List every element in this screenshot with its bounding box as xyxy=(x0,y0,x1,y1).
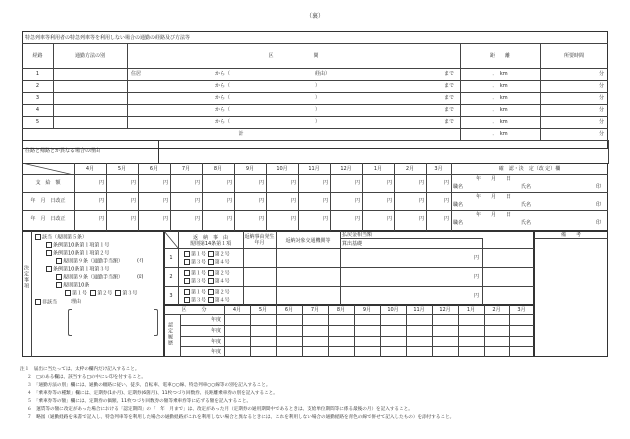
from-label: から（ xyxy=(215,119,231,125)
yen-cell[interactable]: 円 xyxy=(354,216,360,222)
km-field[interactable]: ． km xyxy=(492,107,508,113)
row-no: 1 xyxy=(35,71,40,77)
note-item: ２ □のある欄は、該当する□の中にレ印を付すること。 xyxy=(27,375,146,380)
opt: 第４号 xyxy=(214,278,230,285)
return-reason-options xyxy=(184,270,230,277)
col-return-reason: 返 納 事 由 xyxy=(192,235,228,241)
yen-cell[interactable]: 円 xyxy=(354,198,360,204)
col-return-period: 返納対象交通機関等 xyxy=(285,238,331,244)
col-return-date: 返納事由発生年月 xyxy=(244,234,275,246)
decision-item[interactable] xyxy=(46,250,109,257)
route-table-title: 特急列車等利用者の特急列車等を利用しない場合の通勤の経路及び方法等 xyxy=(25,35,191,41)
confirm-name: 氏名 xyxy=(521,202,532,208)
km-field[interactable]: ． km xyxy=(492,95,508,101)
reason-label: 往路と帰路とが異なる場合の理由 xyxy=(25,148,101,154)
to-label: まで xyxy=(444,71,455,77)
from-label: から（ xyxy=(215,107,231,113)
month-header: 3月 xyxy=(434,166,443,172)
yen-cell[interactable]: 円 xyxy=(162,198,168,204)
month-header: 12月 xyxy=(439,307,451,313)
month-header: 3月 xyxy=(517,307,526,313)
checkbox[interactable] xyxy=(35,234,41,240)
note-item: ５ 「乗車券等の額」欄には、定期券の価額、11枚つづり回数券の額等乗車券等に応ずる額を記入すること。 xyxy=(27,399,252,404)
fiscal-year-cell[interactable]: 年度 xyxy=(210,349,221,355)
confirm-seal: 印 xyxy=(596,220,602,226)
remarks-label: 備 考 xyxy=(560,232,581,238)
yen-cell[interactable]: 円 xyxy=(418,216,424,222)
total-min[interactable]: 分 xyxy=(598,131,604,137)
decision-item[interactable] xyxy=(46,242,109,249)
yen-cell[interactable]: 円 xyxy=(354,180,360,186)
yen-cell[interactable]: 円 xyxy=(98,180,104,186)
diagonal-line xyxy=(164,231,178,248)
decision-side-label: 決定事項 xyxy=(23,265,29,289)
yen-cell[interactable]: 円 xyxy=(130,180,136,186)
from-prefix: 住居 xyxy=(131,71,142,77)
min-field[interactable]: 分 xyxy=(598,95,604,101)
return-reason-options xyxy=(184,289,230,296)
min-field[interactable]: 分 xyxy=(598,71,604,77)
note-item: ６ 運賃等の額に改定があった場合における「認定期間」の「 年 月まで」は、改定があった月（定期券の通用期間中であるときは、支給単位期間等に係る最後の月）を記入すること。 xyxy=(27,407,413,412)
yen-cell[interactable]: 円 xyxy=(258,180,264,186)
item-text: 該当（規則第５条） xyxy=(42,234,88,241)
month-header: 9月 xyxy=(362,307,372,313)
row-label-revision: 年 月 日改正 xyxy=(30,216,66,222)
remarks-box[interactable] xyxy=(534,231,608,357)
checkbox[interactable] xyxy=(184,270,190,276)
month-header: 1月 xyxy=(373,166,383,172)
confirm-name: 氏名 xyxy=(521,184,532,190)
row-no: 4 xyxy=(35,107,40,113)
checkbox[interactable] xyxy=(46,242,52,248)
decision-item[interactable] xyxy=(46,266,109,273)
yen-cell[interactable]: 円 xyxy=(194,180,200,186)
confirm-seal: 印 xyxy=(596,202,602,208)
col-distance: 距 離 xyxy=(489,53,510,59)
yen-cell[interactable]: 円 xyxy=(386,198,392,204)
yen-cell[interactable]: 円 xyxy=(258,198,264,204)
opt: 第２号 xyxy=(214,270,230,277)
yen-cell[interactable]: 円 xyxy=(226,198,232,204)
item-suffix: (ｲ) xyxy=(137,258,144,264)
opt: 第３号 xyxy=(191,297,207,304)
return-amount[interactable]: 円 xyxy=(473,255,479,261)
month-header: 6月 xyxy=(284,307,294,313)
opt: 第１号 xyxy=(191,270,207,277)
checkbox[interactable] xyxy=(184,278,190,284)
col-return-reason-sub: 規則第14条第１項 xyxy=(189,241,232,247)
col-section: 区 間 xyxy=(268,53,319,59)
to-label: まで xyxy=(444,83,455,89)
item-text: 非該当 xyxy=(42,299,58,306)
yen-cell[interactable]: 円 xyxy=(443,198,449,204)
fiscal-year-cell[interactable]: 年度 xyxy=(210,328,221,334)
checkbox[interactable] xyxy=(65,290,71,296)
yen-cell[interactable]: 円 xyxy=(322,216,328,222)
decision-subitems xyxy=(65,290,137,297)
month-header: 8月 xyxy=(213,166,223,172)
month-header: 2月 xyxy=(492,307,501,313)
month-header: 7月 xyxy=(181,166,191,172)
confirm-name: 氏名 xyxy=(521,220,532,226)
reason-bracket-right xyxy=(154,309,158,336)
item-text: 条例第10条第１項第１号 xyxy=(53,242,110,249)
opt: 第２号 xyxy=(214,289,230,296)
month-header: 6月 xyxy=(149,166,159,172)
month-header: 10月 xyxy=(276,166,288,172)
checkbox[interactable] xyxy=(208,278,214,284)
from-label: から（ xyxy=(215,71,231,77)
reason-bracket-left xyxy=(68,309,72,336)
not-applicable-item[interactable] xyxy=(35,299,57,306)
checkbox[interactable] xyxy=(46,250,52,256)
col-return-amount: 払戻金相当額 xyxy=(342,232,373,238)
return-reason-options xyxy=(184,297,230,304)
yen-cell[interactable]: 円 xyxy=(418,180,424,186)
opt: 第３号 xyxy=(191,278,207,285)
decision-item[interactable] xyxy=(35,234,87,241)
opt: 第４号 xyxy=(214,297,230,304)
item-text: 規則第９条（通勤手当額） xyxy=(63,258,124,265)
fiscal-year-cell[interactable]: 年度 xyxy=(210,317,221,323)
via-label: ） xyxy=(315,119,321,125)
min-field[interactable]: 分 xyxy=(598,83,604,89)
return-reason-options xyxy=(184,251,230,258)
from-label: から（ xyxy=(215,95,231,101)
yen-cell[interactable]: 円 xyxy=(322,198,328,204)
item-text: 条例第10条第１項第３号 xyxy=(53,266,110,273)
checkbox[interactable] xyxy=(208,270,214,276)
note-item: ３ 「通勤方法の別」欄には、通勤の順路に従い、徒歩、自転車、電車○○線、特急列車○○線等の別を記入すること。 xyxy=(27,383,271,388)
yen-cell[interactable]: 円 xyxy=(98,216,104,222)
to-label: まで xyxy=(444,107,455,113)
via-label: ） xyxy=(315,83,321,89)
note-item: 注１ 届出に当たっては、太枠の欄内だけ記入すること。 xyxy=(20,367,140,372)
yen-cell[interactable]: 円 xyxy=(258,216,264,222)
yen-cell[interactable]: 円 xyxy=(194,216,200,222)
return-amount[interactable]: 円 xyxy=(473,274,479,280)
via-label: ） xyxy=(315,95,321,101)
month-header: 1月 xyxy=(466,307,476,313)
confirm-date[interactable]: 年 月 日 xyxy=(476,176,512,182)
yen-cell[interactable]: 円 xyxy=(386,180,392,186)
return-reason-options xyxy=(184,259,230,266)
month-header: 4月 xyxy=(232,307,242,313)
checkbox[interactable] xyxy=(56,258,62,264)
confirm-post: 職名 xyxy=(453,184,464,190)
total-km[interactable]: ． km xyxy=(492,131,508,137)
return-reason-options xyxy=(184,278,230,285)
confirm-post: 職名 xyxy=(453,220,464,226)
history-section-label: 区 分 xyxy=(181,307,207,313)
checkbox[interactable] xyxy=(208,259,214,265)
col-time: 所要時間 xyxy=(563,53,584,59)
month-header: 9月 xyxy=(245,166,255,172)
month-header: 11月 xyxy=(308,166,320,172)
row-no: 3 xyxy=(35,95,40,101)
yen-cell[interactable]: 円 xyxy=(322,180,328,186)
checkbox[interactable] xyxy=(208,289,214,295)
checkbox[interactable] xyxy=(115,290,121,296)
row-no: 2 xyxy=(169,274,173,280)
note-item: ７ 略図（通勤経路を朱書で記入し、特急列車等を利用した場合の通勤経路がこれを利用しない場合と異なるときには、これを利用しない場合の通勤経路を青色の線で併せて記入したもの）を添付すること。 xyxy=(27,415,455,420)
month-header: 5月 xyxy=(258,307,268,313)
opt: 第１号 xyxy=(191,251,207,258)
opt: 第４号 xyxy=(214,259,230,266)
col-return-basis: 算出基礎 xyxy=(342,241,363,247)
checkbox[interactable] xyxy=(90,290,96,296)
row-no: 2 xyxy=(35,83,40,89)
decision-item[interactable] xyxy=(56,274,123,281)
checkbox[interactable] xyxy=(208,251,214,257)
opt: 第１号 xyxy=(191,289,207,296)
reason-label: 理由 xyxy=(71,299,82,305)
yen-cell[interactable]: 円 xyxy=(418,198,424,204)
to-label: まで xyxy=(444,119,455,125)
item-suffix: (ﾛ) xyxy=(137,274,144,280)
yen-cell[interactable]: 円 xyxy=(194,198,200,204)
row-label-revision: 年 月 日改正 xyxy=(30,198,66,204)
confirm-post: 職名 xyxy=(453,202,464,208)
col-route: 経路 xyxy=(32,53,43,59)
from-label: から（ xyxy=(215,83,231,89)
item-text: 条例第10条第１項第２号 xyxy=(53,250,110,257)
yen-cell[interactable]: 円 xyxy=(130,198,136,204)
yen-cell[interactable]: 円 xyxy=(386,216,392,222)
note-item: ４ 「乗車券等の種類」欄には、定期券(1か月)、定期券(6箇月)、11枚つづり回数券、長距離乗車券の別を記入すること。 xyxy=(27,391,278,396)
return-amount[interactable]: 円 xyxy=(473,293,479,299)
sub-item: 第１号 xyxy=(72,290,88,297)
min-field[interactable]: 分 xyxy=(598,107,604,113)
yen-cell[interactable]: 円 xyxy=(290,198,296,204)
month-header: 5月 xyxy=(117,166,127,172)
month-header: 8月 xyxy=(336,307,346,313)
to-label: まで xyxy=(444,95,455,101)
checkbox[interactable] xyxy=(56,274,62,280)
km-field[interactable]: ． km xyxy=(492,71,508,77)
yen-cell[interactable]: 円 xyxy=(443,180,449,186)
month-header: 11月 xyxy=(413,307,425,313)
km-field[interactable]: ． km xyxy=(492,119,508,125)
total-label: 計 xyxy=(238,131,244,137)
confirm-date[interactable]: 年 月 日 xyxy=(476,194,512,200)
row-no: 5 xyxy=(35,119,40,125)
via-label: ） xyxy=(315,107,321,113)
checkbox[interactable] xyxy=(208,297,214,303)
km-field[interactable]: ． km xyxy=(492,83,508,89)
confirm-seal: 印 xyxy=(596,184,602,190)
checkbox[interactable] xyxy=(35,299,41,305)
month-header: 7月 xyxy=(310,307,320,313)
confirm-header: 確 認・決 定（改 定）欄 xyxy=(498,166,561,172)
checkbox[interactable] xyxy=(184,289,190,295)
yen-cell[interactable]: 円 xyxy=(162,180,168,186)
yen-cell[interactable]: 円 xyxy=(226,216,232,222)
yen-cell[interactable]: 円 xyxy=(130,216,136,222)
confirm-date[interactable]: 年 月 日 xyxy=(476,212,512,218)
row-no: 3 xyxy=(169,293,173,299)
min-field[interactable]: 分 xyxy=(598,119,604,125)
month-header: 4月 xyxy=(85,166,95,172)
row-label-amount: 支 給 額 xyxy=(35,180,61,186)
item-text: 規則第９条（通勤手当額） xyxy=(63,274,124,281)
month-header: 12月 xyxy=(340,166,352,172)
checkbox[interactable] xyxy=(46,266,52,272)
history-side-label: 認定履歴 xyxy=(167,322,173,346)
page-side-label: （裏） xyxy=(305,13,324,20)
diagonal-line xyxy=(22,163,74,175)
col-method: 通勤方法の別 xyxy=(74,53,105,59)
yen-cell[interactable]: 円 xyxy=(443,216,449,222)
yen-cell[interactable]: 円 xyxy=(290,216,296,222)
checkbox[interactable] xyxy=(184,251,190,257)
decision-item[interactable] xyxy=(56,282,89,289)
yen-cell[interactable]: 円 xyxy=(226,180,232,186)
checkbox[interactable] xyxy=(56,282,62,288)
yen-cell[interactable]: 円 xyxy=(290,180,296,186)
opt: 第３号 xyxy=(191,259,207,266)
sub-item: 第３号 xyxy=(122,290,138,297)
opt: 第２号 xyxy=(214,251,230,258)
month-header: 2月 xyxy=(405,166,415,172)
checkbox[interactable] xyxy=(184,259,190,265)
item-text: 規則第10条 xyxy=(63,282,90,289)
yen-cell[interactable]: 円 xyxy=(162,216,168,222)
fiscal-year-cell[interactable]: 年度 xyxy=(210,339,221,345)
row-no: 1 xyxy=(169,255,173,261)
sub-item: 第２号 xyxy=(97,290,113,297)
via-label: 経由） xyxy=(315,71,331,77)
decision-item[interactable] xyxy=(56,258,123,265)
month-header: 10月 xyxy=(387,307,399,313)
yen-cell[interactable]: 円 xyxy=(98,198,104,204)
checkbox[interactable] xyxy=(184,297,190,303)
